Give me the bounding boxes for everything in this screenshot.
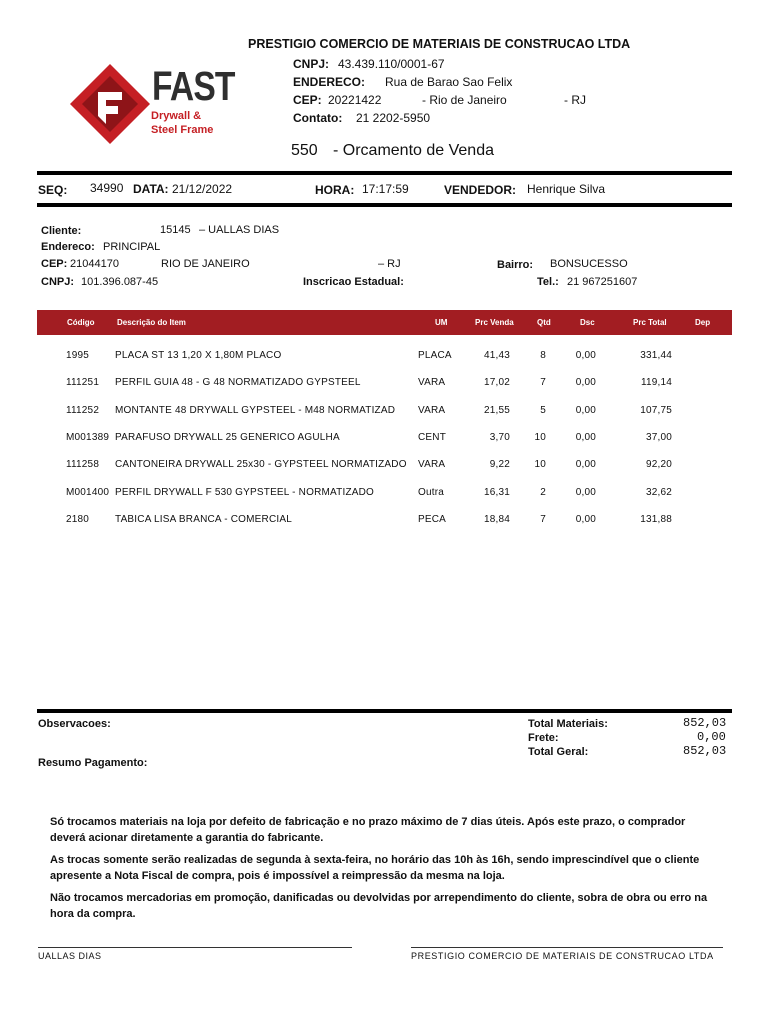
- signature-line-client: [38, 947, 352, 948]
- cell-dsc: 0,00: [575, 405, 596, 416]
- vendedor-value: Henrique Silva: [527, 182, 606, 196]
- signature-client-name: UALLAS DIAS: [38, 951, 102, 961]
- cell-um: VARA: [418, 405, 446, 416]
- hora-value: 17:17:59: [362, 182, 409, 196]
- seq-label: SEQ:: [38, 183, 68, 197]
- total-materiais-label: Total Materiais:: [528, 718, 608, 730]
- cell-prc-venda: 41,43: [483, 350, 510, 361]
- company-logo: [66, 40, 235, 160]
- client-cep-label: CEP:: [41, 258, 68, 270]
- seq-value: 34990: [90, 181, 124, 195]
- company-cep-label: CEP:: [293, 93, 322, 107]
- vendedor-label: VENDEDOR:: [444, 183, 517, 197]
- cell-prc-total: 32,62: [645, 487, 672, 498]
- cell-qtd: 8: [540, 350, 546, 361]
- total-geral-label: Total Geral:: [528, 746, 589, 758]
- divider-top: [37, 171, 732, 175]
- cell-codigo: 2180: [66, 514, 90, 525]
- logo-name: FAST: [152, 63, 235, 109]
- cell-um: PLACA: [418, 350, 452, 361]
- divider-order: [37, 203, 732, 207]
- exchange-policy: [50, 814, 722, 922]
- items-table-header: [37, 310, 732, 335]
- col-codigo: Código: [67, 318, 95, 327]
- hora-label: HORA:: [315, 183, 355, 197]
- client-tel-label: Tel.:: [537, 276, 559, 288]
- logo-line2: Steel Frame: [151, 124, 214, 136]
- doc-number: 550: [291, 142, 318, 159]
- col-prc-venda: Prc Venda: [475, 318, 514, 327]
- company-cnpj: 43.439.110/0001-67: [338, 57, 445, 71]
- cell-dsc: 0,00: [575, 377, 596, 388]
- cell-descricao: PLACA ST 13 1,20 X 1,80M PLACO: [115, 350, 282, 361]
- cell-um: Outra: [418, 487, 445, 498]
- client-bairro: BONSUCESSO: [550, 258, 628, 270]
- cell-prc-venda: 3,70: [489, 432, 510, 443]
- cell-prc-venda: 9,22: [489, 459, 510, 470]
- cell-codigo: M001400: [66, 487, 110, 498]
- col-qtd: Qtd: [537, 318, 551, 327]
- cell-prc-total: 92,20: [645, 459, 672, 470]
- cell-dsc: 0,00: [575, 487, 596, 498]
- client-ie-label: Inscricao Estadual:: [303, 276, 404, 288]
- client-bairro-label: Bairro:: [497, 259, 534, 271]
- cell-codigo: 111252: [66, 405, 100, 416]
- cell-um: VARA: [418, 377, 446, 388]
- col-um: UM: [435, 318, 448, 327]
- cell-prc-venda: 17,02: [483, 377, 510, 388]
- cell-prc-total: 107,75: [640, 405, 672, 416]
- fast-logo-icon: [68, 62, 152, 146]
- company-name: PRESTIGIO COMERCIO DE MATERIAIS DE CONSTRUCAO LTDA: [248, 37, 631, 51]
- company-cnpj-label: CNPJ:: [293, 57, 330, 71]
- col-dep: Dep: [695, 318, 711, 327]
- client-cep: 21044170: [70, 258, 119, 270]
- client-endereco: PRINCIPAL: [103, 241, 161, 253]
- cell-qtd: 10: [534, 459, 546, 470]
- client-cnpj-label: CNPJ:: [41, 276, 75, 288]
- cliente-name: – UALLAS DIAS: [199, 224, 280, 236]
- cell-um: PECA: [418, 514, 447, 525]
- company-endereco-label: ENDERECO:: [293, 75, 366, 89]
- company-uf: - RJ: [564, 93, 586, 107]
- company-contato-label: Contato:: [293, 111, 343, 125]
- company-endereco: Rua de Barao Sao Felix: [385, 75, 513, 89]
- frete-label: Frete:: [528, 732, 559, 744]
- cell-dsc: 0,00: [575, 432, 596, 443]
- cell-qtd: 10: [534, 432, 546, 443]
- company-cep: 20221422: [328, 93, 382, 107]
- doc-title: - Orcamento de Venda: [333, 142, 494, 159]
- cell-qtd: 7: [540, 514, 546, 525]
- policy-paragraph-2: As trocas somente serão realizadas de segunda à sexta-feira, no horário das 10h às 16h, sendo imprescindível que o cliente apresente a Nota Fiscal de compra, pois é impossível a reimpressão da mesma na loja.: [50, 854, 700, 882]
- cell-qtd: 2: [540, 487, 546, 498]
- cell-prc-total: 331,44: [640, 350, 672, 361]
- client-cnpj: 101.396.087-45: [81, 276, 159, 288]
- total-materiais-value: 852,03: [683, 716, 727, 730]
- client-uf: – RJ: [378, 258, 401, 270]
- logo-line1: Drywall &: [151, 110, 202, 122]
- cell-descricao: CANTONEIRA DRYWALL 25x30 - GYPSTEEL NORMATIZADO: [115, 459, 407, 470]
- cell-qtd: 7: [540, 377, 546, 388]
- cell-descricao: PARAFUSO DRYWALL 25 GENERICO AGULHA: [115, 432, 340, 443]
- cell-dsc: 0,00: [575, 514, 596, 525]
- cell-codigo: 111251: [66, 377, 100, 388]
- signature-company-name: PRESTIGIO COMERCIO DE MATERIAIS DE CONSTRUCAO LTDA: [411, 951, 714, 961]
- client-tel: 21 967251607: [567, 276, 638, 288]
- cell-prc-total: 37,00: [645, 432, 672, 443]
- cell-prc-total: 131,88: [640, 514, 672, 525]
- cell-prc-venda: 16,31: [483, 487, 510, 498]
- company-cidade: - Rio de Janeiro: [422, 93, 507, 107]
- data-label: DATA:: [133, 182, 169, 196]
- cell-descricao: PERFIL DRYWALL F 530 GYPSTEEL - NORMATIZADO: [115, 487, 375, 498]
- cell-um: CENT: [418, 432, 447, 443]
- cell-qtd: 5: [540, 405, 546, 416]
- cell-descricao: PERFIL GUIA 48 - G 48 NORMATIZADO GYPSTEEL: [115, 377, 361, 388]
- cell-codigo: M001389: [66, 432, 110, 443]
- cell-descricao: MONTANTE 48 DRYWALL GYPSTEEL - M48 NORMATIZAD: [115, 405, 396, 416]
- frete-value: 0,00: [697, 730, 726, 744]
- divider-totals: [37, 709, 732, 713]
- signature-line-company: [411, 947, 723, 948]
- cell-prc-venda: 21,55: [483, 405, 510, 416]
- cliente-label: Cliente:: [41, 225, 82, 237]
- cell-prc-venda: 18,84: [483, 514, 510, 525]
- data-value: 21/12/2022: [172, 182, 233, 196]
- resumo-pagamento-label: Resumo Pagamento:: [38, 757, 148, 769]
- policy-paragraph-1: Só trocamos materiais na loja por defeito de fabricação e no prazo máximo de 7 dias úteis. Após este prazo, o comprador deverá acionar diretamente a garantia do fabricante.: [50, 816, 686, 844]
- cell-codigo: 1995: [66, 350, 90, 361]
- cell-dsc: 0,00: [575, 459, 596, 470]
- col-dsc: Dsc: [580, 318, 595, 327]
- client-endereco-label: Endereco:: [41, 241, 95, 253]
- company-contato: 21 2202-5950: [356, 111, 431, 125]
- cell-um: VARA: [418, 459, 446, 470]
- col-descricao: Descrição do Item: [117, 318, 186, 327]
- policy-paragraph-3: Não trocamos mercadorias em promoção, danificadas ou devolvidas por arrependimento do cliente, sobra de obra ou erro na hora da compra.: [50, 892, 708, 920]
- cell-prc-total: 119,14: [640, 377, 672, 388]
- cell-descricao: TABICA LISA BRANCA - COMERCIAL: [115, 514, 292, 525]
- cell-codigo: 111258: [66, 459, 100, 470]
- cliente-code: 15145: [160, 224, 191, 236]
- observacoes-label: Observacoes:: [38, 718, 111, 730]
- cell-dsc: 0,00: [575, 350, 596, 361]
- col-prc-total: Prc Total: [633, 318, 667, 327]
- total-geral-value: 852,03: [683, 744, 727, 758]
- client-cidade: RIO DE JANEIRO: [161, 258, 250, 270]
